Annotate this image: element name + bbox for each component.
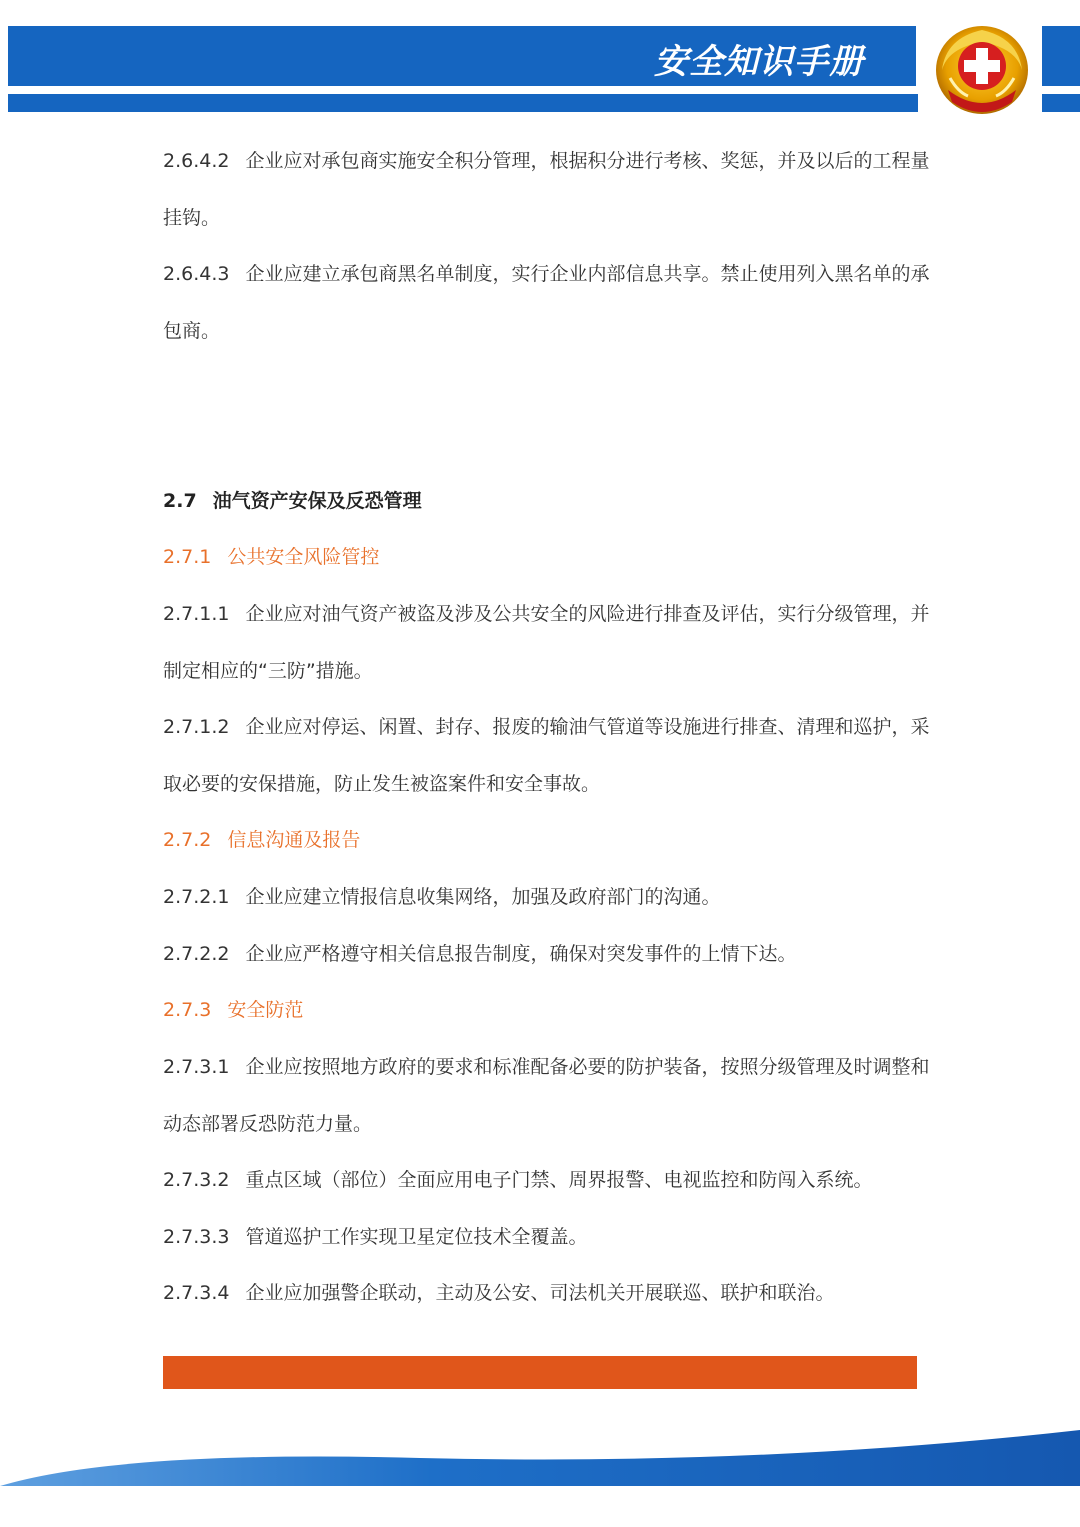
paragraph-line — [163, 1055, 930, 1079]
subsection-heading — [163, 545, 379, 569]
footer-accent-bar — [163, 1356, 917, 1389]
clause-text: 企业应对承包商实施安全积分管理，根据积分进行考核、奖惩，并及以后的工程量 — [245, 150, 930, 172]
header-band-lower — [8, 94, 918, 112]
section-title: 油气资产安保及反恐管理 — [212, 490, 422, 512]
paragraph-line — [163, 1281, 835, 1305]
clause-number: 2.7.3.4 — [163, 1282, 230, 1304]
paragraph-line — [163, 262, 930, 286]
subsection-number: 2.7.1 — [163, 546, 212, 568]
paragraph-line: 挂钩。 — [163, 207, 221, 229]
clause-text: 企业应建立情报信息收集网络，加强及政府部门的沟通。 — [245, 886, 721, 908]
paragraph-line — [163, 149, 930, 173]
subsection-number: 2.7.3 — [163, 999, 212, 1021]
clause-number: 2.7.1.2 — [163, 716, 230, 738]
subsection-heading — [163, 828, 360, 852]
subsection-title: 安全防范 — [227, 999, 304, 1021]
clause-text: 企业应对油气资产被盗及涉及公共安全的风险进行排查及评估，实行分级管理，并 — [245, 603, 930, 625]
section-number: 2.7 — [163, 490, 197, 512]
subsection-title: 信息沟通及报告 — [227, 829, 361, 851]
paragraph-line — [163, 1168, 873, 1192]
clause-number: 2.6.4.3 — [163, 263, 230, 285]
header-band-right — [1042, 26, 1080, 86]
page-title: 安全知识手册 — [654, 42, 864, 82]
clause-number: 2.6.4.2 — [163, 150, 230, 172]
clause-text: 企业应建立承包商黑名单制度，实行企业内部信息共享。禁止使用列入黑名单的承 — [245, 263, 930, 285]
clause-text: 企业应按照地方政府的要求和标准配备必要的防护装备，按照分级管理及时调整和 — [245, 1056, 930, 1078]
footer-wave — [0, 1420, 1080, 1490]
clause-text: 企业应对停运、闲置、封存、报废的输油气管道等设施进行排查、清理和巡护，采 — [245, 716, 930, 738]
clause-text: 重点区域（部位）全面应用电子门禁、周界报警、电视监控和防闯入系统。 — [245, 1169, 873, 1191]
clause-number: 2.7.1.1 — [163, 603, 230, 625]
paragraph-line — [163, 715, 930, 739]
clause-text: 管道巡护工作实现卫星定位技术全覆盖。 — [245, 1226, 588, 1248]
section-heading — [163, 489, 422, 513]
clause-number: 2.7.3.3 — [163, 1226, 230, 1248]
paragraph-line: 取必要的安保措施，防止发生被盗案件和安全事故。 — [163, 773, 601, 795]
paragraph-line: 动态部署反恐防范力量。 — [163, 1113, 373, 1135]
paragraph-line: 包商。 — [163, 320, 221, 342]
paragraph-line — [163, 942, 797, 966]
subsection-number: 2.7.2 — [163, 829, 212, 851]
clause-number: 2.7.2.2 — [163, 943, 230, 965]
clause-number: 2.7.3.2 — [163, 1169, 230, 1191]
safety-emblem-icon — [928, 18, 1036, 122]
paragraph-line — [163, 885, 721, 909]
clause-text: 企业应严格遵守相关信息报告制度，确保对突发事件的上情下达。 — [245, 943, 797, 965]
clause-number: 2.7.2.1 — [163, 886, 230, 908]
subsection-title: 公共安全风险管控 — [227, 546, 380, 568]
paragraph-line: 制定相应的“三防”措施。 — [163, 660, 373, 682]
header-band-right-lower — [1042, 94, 1080, 112]
paragraph-line — [163, 1225, 588, 1249]
clause-text: 企业应加强警企联动，主动及公安、司法机关开展联巡、联护和联治。 — [245, 1282, 835, 1304]
subsection-heading — [163, 998, 303, 1022]
clause-number: 2.7.3.1 — [163, 1056, 230, 1078]
paragraph-line — [163, 602, 930, 626]
